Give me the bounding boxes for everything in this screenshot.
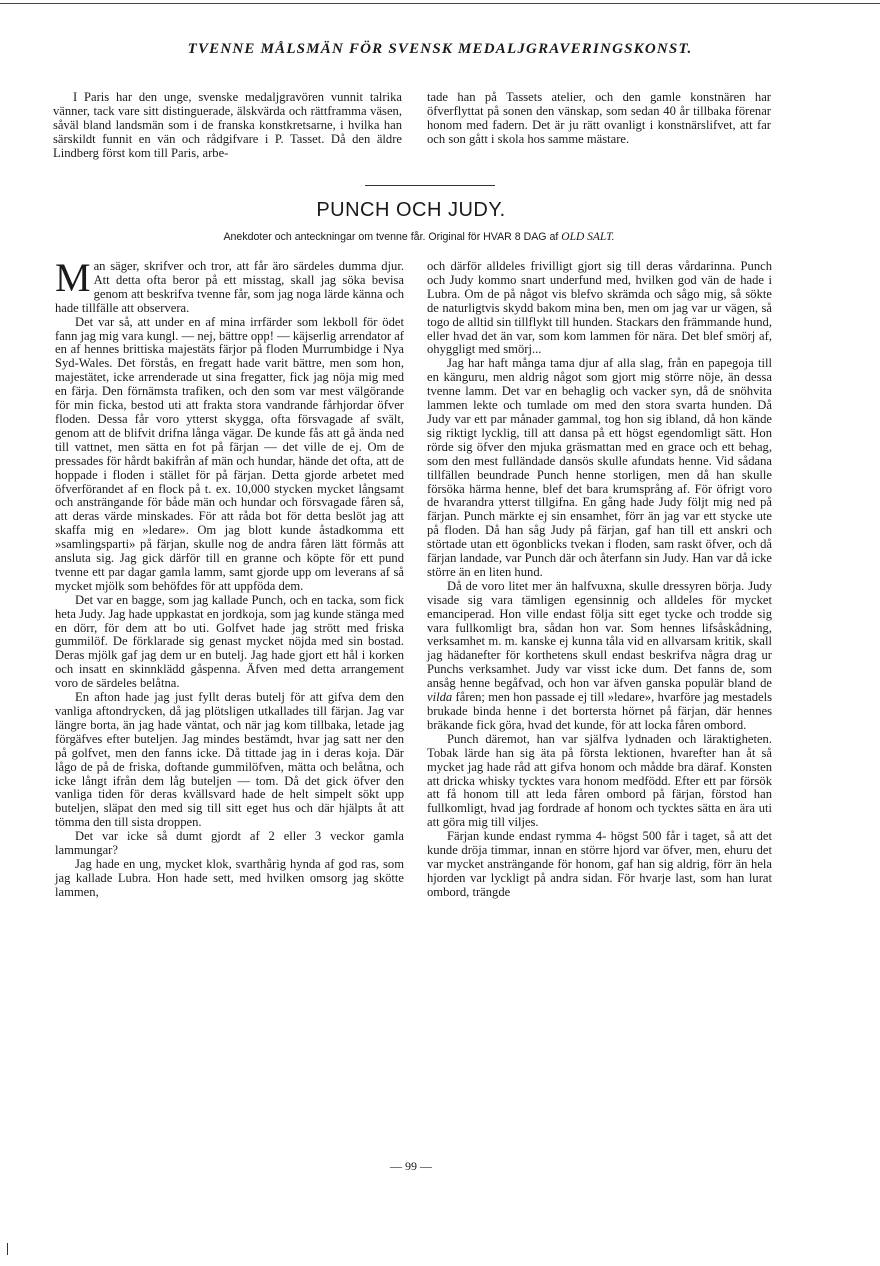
article-paragraph: Det var icke så dumt gjordt af 2 eller 3 veckor gamla lammungar?: [55, 829, 404, 858]
article-paragraph: En afton hade jag just fyllt deras butelj för att gifva dem den vanliga aftondrycken, då jag plötsligen utkallades till färjan. Jag var längre borta, än jag hade väntat, och när jag kom tillbaka, letade jag förgäfves efter buteljen. Jag mindes bestämdt, hvar jag satt ner den på golfvet, men den fanns icke. Då tittade jag in i deras koja. Där lågo de på de friska, doftande gummilöfven, mätta och belåtna, och icke långt ifrån dem låg buteljen — tom. Då det gick öfver den vanliga tiden för deras kvällsvard hade de helt simpelt sökt upp buteljen, släpat den med sig till sitt eget hus och där hjälpts åt att tömma den till sista droppen.: [55, 690, 404, 830]
article-column-right: [427, 260, 772, 900]
previous-article-continuation-right: [427, 91, 771, 147]
article-column-left: [55, 255, 405, 900]
article-paragraph: Det var en bagge, som jag kallade Punch, och en tacka, som fick heta Judy. Jag hade uppkastat en jordkoja, som jag kunde stänga med en dörr, för dem att bo uti. Golfvet hade jag strött med friska gummilöf. De förklarade sig genast mycket nöjda med sin bostad. Deras mjölk gaf jag dem ur en butelj. Jag hade gjort ett hål i korken och insatt en skinnklädd gåspenna. Äfven med detta arrangement voro de särdeles belåtna.: [55, 592, 404, 691]
subtitle-text: Anekdoter och anteckningar om tvenne får. Original för HVAR 8 DAG af: [223, 231, 559, 243]
top-border-rule: [0, 3, 880, 4]
italic-word: vilda: [427, 690, 453, 705]
article-title: PUNCH OCH JUDY.: [316, 199, 506, 221]
running-head: TVENNE MÅLSMÄN FÖR SVENSK MEDALJGRAVERINGSKONST.: [187, 41, 693, 57]
article-paragraph: Jag har haft många tama djur af alla slag, från en papegoja till en känguru, men aldrig något som gjort mig större nöje, än dessa tvenne lamm. Det var en behaglig och vacker syn, då de snöhvita lammen lekte och tumlade om med den stora svarta hunden. Då Judy var ett par månader gammal, tog hon sig ibland, då hon kände sig riktigt lycklig, till att dansa på ett högst egendomligt sätt. Hon rörde sig öfver den mjuka gräsmattan med en grace och ett behag, som den mest fulländade dansös skulle afundats henne. Vid sådana tillfällen beundrade Punch henne storligen, men då han skulle försöka härma henne, blef det bara krumsprång af. För öfrigt voro de hvarandra ytterst tillgifna. En gång hade Judy följt mig ned på färjan. Punch märkte ej sin ensamhet, förr än jag var ett stycke ute på floden. Då han såg Judy på färjan, gaf han till ett anskri och störtade utan ett ögonblicks tvekan i floden, sam raskt öfver, och då färjan landade, var Punch där och återfann sin Judy. Han var då icke större än en liten hund.: [427, 356, 772, 579]
article-paragraph: Man säger, skrifver och tror, att får äro särdeles dumma djur. Att detta ofta beror på ett misstag, skall jag söka bevisa genom att beskrifva tvenne får, som jag noga lärde känna och hade tillfälle att observera.: [55, 255, 404, 315]
article-paragraph: Punch däremot, han var själfva lydnaden och läraktigheten. Tobak lärde han sig äta på första lektionen, hvarefter han åt så mycket jag hade råd att gifva honom och mådde bra däraf. Konsten att dricka whisky tycktes vara honom medfödd. Efter ett par försök att få honom till att leda fåren ombord på färjan, förstod han fullkomligt, hvad jag fordrade af honom och tycktes sätta en ära uti att göra mig till viljes.: [427, 731, 772, 830]
previous-article-continuation-left: [53, 91, 402, 161]
drop-cap: M: [55, 255, 91, 300]
page-number: — 99 —: [390, 1159, 432, 1173]
article-paragraph: Det var så, att under en af mina irrfärder som lekboll för ödet fann jag mig vara kungl. — nej, bättre opp! — käjserlig arrendator af en af hennes brittiska majestäts färjor på floden Murrumbidge i Nya Syd-Wales. Det förstås, en fregatt hade varit bättre, men som hon, majestätet, icke arrenderade ut sina fregatter, fick jag nöja mig med en färja. Den förnämsta trafiken, och den som var mest välgörande för min ficka, bestod uti att frakta stora vandrande fårhjordar öfver floden. Dessa får voro ytterst skygga, ofta försvagade af svält, genom att de blifvit drifna långa vägar. De kunde fås att gå ända ned till vattnet, men sätta en fot på färjan — det ville de ej. Om de pressades för hårdt bakifrån af män och hundar, hände det ofta, att de hoppade i floden i stället för på färjan. Detta gjorde arbetet med öfverförandet af en flock på t. ex. 10,000 stycken mycket långsamt och ansträngande för både män och hundar och försvagade fåren så, att deras värde minskades. För att råda bot för detta beslöt jag att skaffa mig en »ledare». Om jag blott kunde åstadkomma ett »samlingsparti» på färjan, skulle nog de andra fåren lätt förmås att ansluta sig. Jag gick därför till en granne och köpte för ett pund tvenne ett par dagar gamla lamm, samt gjorde upp om leverans af så mycket mjölk som behöfdes för att uppföda dem.: [55, 314, 405, 593]
article-subtitle: [0, 231, 838, 243]
continuation-paragraph: tade han på Tassets atelier, och den gamle konstnären har öfverflyttat på sonen den vänskap, som sedan 40 år tillbaka förenar honom med fadern. Det är ju rätt ovanligt i konstnärslifvet, att far och son gått i skola hos samme mästare.: [427, 90, 771, 146]
continuation-paragraph: I Paris har den unge, svenske medaljgravören vunnit talrika vänner, tack vare sitt distinguerade, älskvärda och rättframma väsen, såväl bland landsmän som i de franska konstkretsarne, i hvilka han särskildt funnit en vän och rådgifvare i P. Tasset. Då den äldre Lindberg först kom till Paris, arbe-: [53, 90, 402, 160]
article-paragraph: Färjan kunde endast rymma 4- högst 500 får i taget, så att det kunde dröja timmar, innan en större hjord var öfver, men, ehuru det var mycket ansträngande för honom, gaf han sig aldrig, förr än hela hjorden var lyckligt på andra sidan. För hvarje last, som han lurat ombord, trängde: [427, 829, 772, 899]
author-name: OLD SALT.: [561, 231, 615, 243]
margin-mark: [7, 1243, 8, 1255]
article-paragraph: Jag hade en ung, mycket klok, svarthårig hynda af god ras, som jag kallade Lubra. Hon hade sett, med hvilken omsorg jag skötte lammen,: [55, 856, 404, 899]
article-paragraph: Då de voro litet mer än halfvuxna, skulle dressyren börja. Judy visade sig vara tämligen egensinnig och alldeles för mycket emanciperad. Hon ville endast följa sitt eget tycke och trodde sig vara fullkomligt bra, sådan hon var. Som hennes lifsåskådning, verksamhet m. m. kanske ej kunna tåla vid en allvarsam kritik, skall jag hädanefter för korthetens skull endast beskrifva några drag ur Punchs verksamhet. Judy var visst icke dum. Det fanns de, som ansåg henne begåfvad, och hon var äfven ganska populär bland de vilda fåren; men hon passade ej till »ledare», hvarföre jag mestadels brukade binda henne i det bortersta hörnet på färjan, där hennes bräkande fick göra, hvad det kunde, för att locka fåren ombord.: [427, 578, 772, 732]
article-paragraph: och därför alldeles frivilligt gjort sig till deras vårdarinna. Punch och Judy kommo snart underfund med, hvilken god vän de hade i Lubra. Om de på något vis blefvo skrämda och sågo mig, så sökte de naturligtvis skydd bakom mina ben, men om jag var ur vägen, så togo de alltid sin tillflykt till hunden. Stackars den främmande hund, eller hvad det än var, som kom lammen för nära. Det blef smörj af, ohyggligt med smörj...: [427, 259, 772, 357]
section-divider-rule: [365, 185, 495, 186]
